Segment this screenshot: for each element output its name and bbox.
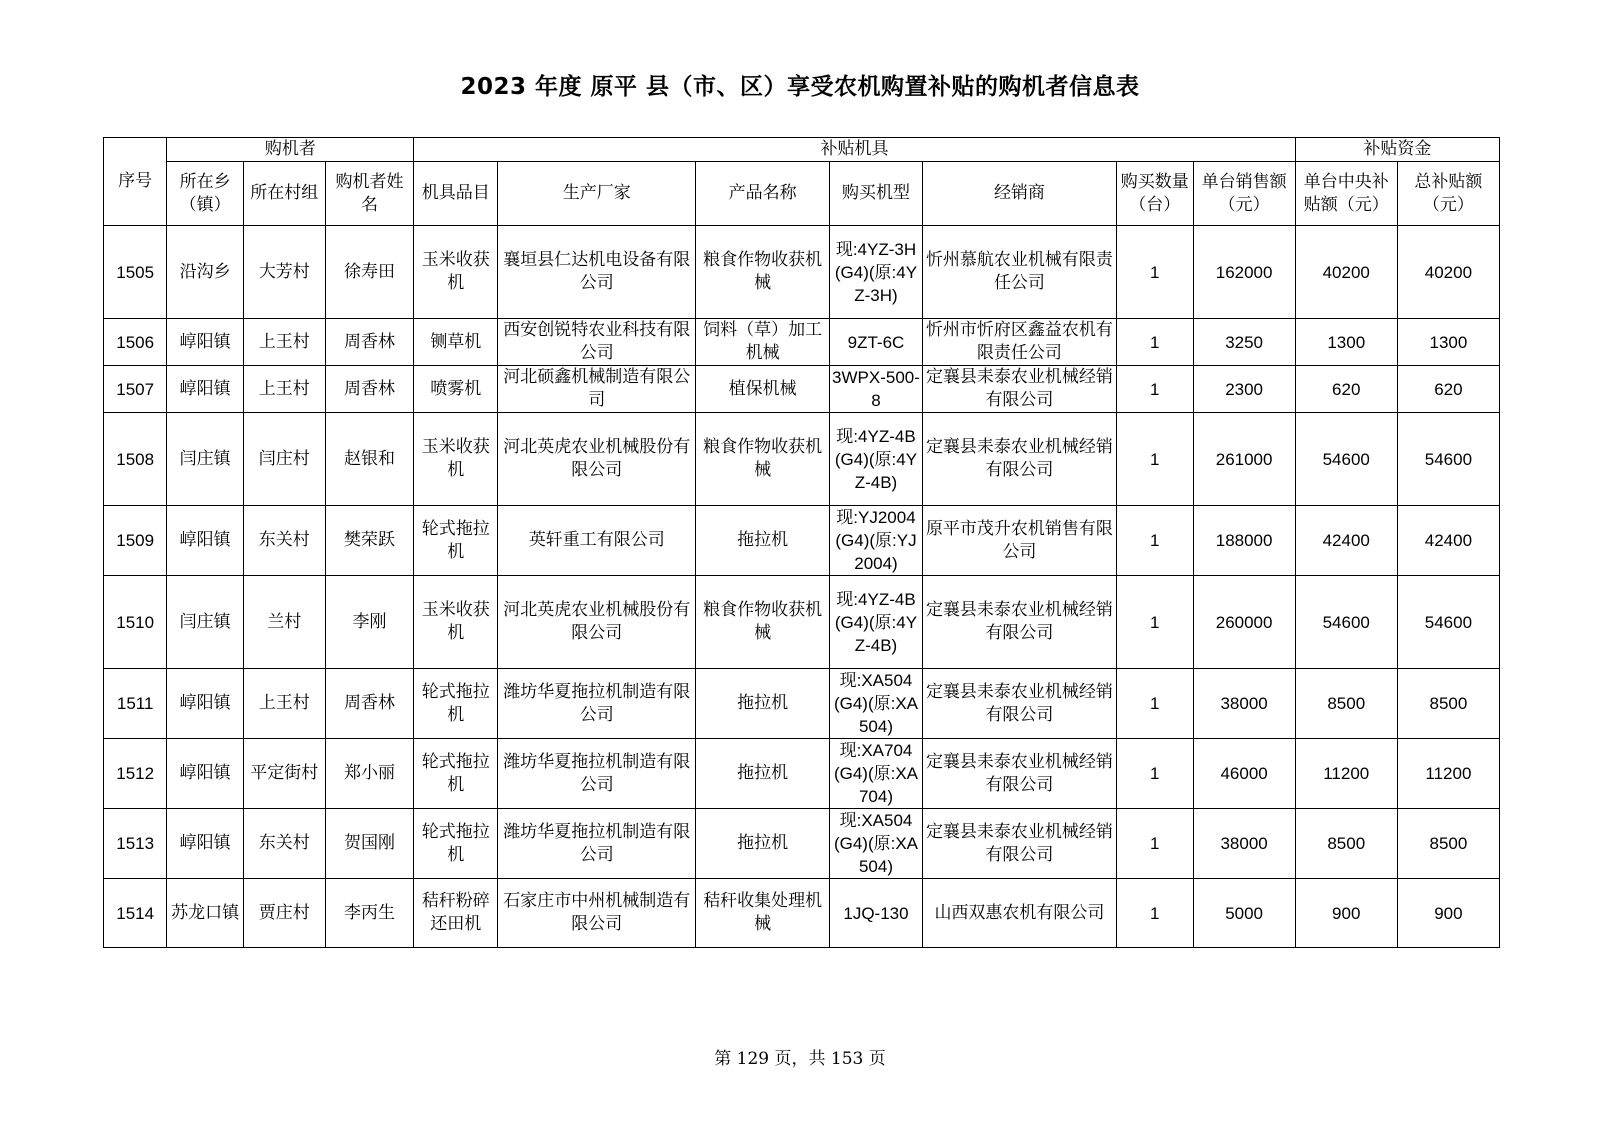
- cell-total: 8500: [1397, 669, 1499, 739]
- cell-seq: 1509: [104, 506, 167, 576]
- cell-dealer: 定襄县耒泰农业机械经销有限公司: [922, 413, 1116, 506]
- cell-product: 拖拉机: [696, 809, 830, 879]
- table-row: [104, 669, 1500, 739]
- cell-total: 900: [1397, 879, 1499, 948]
- cell-central: 54600: [1295, 576, 1397, 669]
- cell-model: 现:YJ2004(G4)(原:YJ2004): [830, 506, 923, 576]
- cell-village: 闫庄村: [243, 413, 325, 506]
- cell-village: 兰村: [243, 576, 325, 669]
- cell-manufacturer: 潍坊华夏拖拉机制造有限公司: [498, 669, 696, 739]
- cell-model: 9ZT-6C: [830, 319, 923, 366]
- cell-qty: 1: [1116, 366, 1193, 413]
- cell-village: 上王村: [243, 366, 325, 413]
- header-category: 机具品目: [414, 162, 498, 226]
- cell-product: 拖拉机: [696, 669, 830, 739]
- cell-manufacturer: 潍坊华夏拖拉机制造有限公司: [498, 739, 696, 809]
- cell-manufacturer: 西安创锐特农业科技有限公司: [498, 319, 696, 366]
- cell-name: 周香林: [325, 669, 414, 739]
- cell-village: 东关村: [243, 809, 325, 879]
- cell-category: 玉米收获机: [414, 576, 498, 669]
- header-manufacturer: 生产厂家: [498, 162, 696, 226]
- cell-qty: 1: [1116, 319, 1193, 366]
- cell-model: 1JQ-130: [830, 879, 923, 948]
- header-name: 购机者姓名: [325, 162, 414, 226]
- cell-dealer: 定襄县耒泰农业机械经销有限公司: [922, 809, 1116, 879]
- cell-dealer: 定襄县耒泰农业机械经销有限公司: [922, 739, 1116, 809]
- header-group-fund: 补贴资金: [1295, 138, 1499, 162]
- cell-category: 喷雾机: [414, 366, 498, 413]
- cell-price: 38000: [1193, 809, 1295, 879]
- cell-price: 3250: [1193, 319, 1295, 366]
- header-town: 所在乡（镇）: [167, 162, 244, 226]
- table-row: [104, 879, 1500, 948]
- cell-model: 现:XA504(G4)(原:XA504): [830, 669, 923, 739]
- cell-product: 拖拉机: [696, 739, 830, 809]
- cell-central: 620: [1295, 366, 1397, 413]
- header-model: 购买机型: [830, 162, 923, 226]
- cell-seq: 1505: [104, 226, 167, 319]
- cell-village: 上王村: [243, 319, 325, 366]
- cell-qty: 1: [1116, 413, 1193, 506]
- cell-price: 38000: [1193, 669, 1295, 739]
- cell-model: 现:4YZ-3H(G4)(原:4YZ-3H): [830, 226, 923, 319]
- header-seq: 序号: [104, 138, 167, 226]
- cell-qty: 1: [1116, 669, 1193, 739]
- cell-central: 54600: [1295, 413, 1397, 506]
- cell-model: 3WPX-500-8: [830, 366, 923, 413]
- cell-central: 8500: [1295, 669, 1397, 739]
- cell-seq: 1511: [104, 669, 167, 739]
- cell-town: 崞阳镇: [167, 506, 244, 576]
- header-qty: 购买数量（台）: [1116, 162, 1193, 226]
- cell-category: 轮式拖拉机: [414, 669, 498, 739]
- cell-central: 40200: [1295, 226, 1397, 319]
- cell-price: 188000: [1193, 506, 1295, 576]
- cell-qty: 1: [1116, 739, 1193, 809]
- header-central: 单台中央补贴额（元）: [1295, 162, 1397, 226]
- header-group-buyer: 购机者: [167, 138, 414, 162]
- cell-dealer: 定襄县耒泰农业机械经销有限公司: [922, 669, 1116, 739]
- cell-seq: 1506: [104, 319, 167, 366]
- cell-product: 饲料（草）加工机械: [696, 319, 830, 366]
- cell-total: 54600: [1397, 413, 1499, 506]
- cell-qty: 1: [1116, 809, 1193, 879]
- cell-name: 周香林: [325, 319, 414, 366]
- cell-manufacturer: 英轩重工有限公司: [498, 506, 696, 576]
- cell-seq: 1510: [104, 576, 167, 669]
- cell-seq: 1508: [104, 413, 167, 506]
- cell-qty: 1: [1116, 506, 1193, 576]
- cell-model: 现:XA704(G4)(原:XA704): [830, 739, 923, 809]
- cell-category: 秸秆粉碎还田机: [414, 879, 498, 948]
- cell-qty: 1: [1116, 226, 1193, 319]
- cell-category: 轮式拖拉机: [414, 506, 498, 576]
- header-village: 所在村组: [243, 162, 325, 226]
- cell-name: 赵银和: [325, 413, 414, 506]
- cell-name: 贺国刚: [325, 809, 414, 879]
- header-total: 总补贴额（元）: [1397, 162, 1499, 226]
- cell-village: 贾庄村: [243, 879, 325, 948]
- cell-category: 轮式拖拉机: [414, 739, 498, 809]
- cell-dealer: 忻州市忻府区鑫益农机有限责任公司: [922, 319, 1116, 366]
- cell-town: 闫庄镇: [167, 576, 244, 669]
- cell-total: 1300: [1397, 319, 1499, 366]
- cell-category: 铡草机: [414, 319, 498, 366]
- cell-manufacturer: 石家庄市中州机械制造有限公司: [498, 879, 696, 948]
- cell-town: 苏龙口镇: [167, 879, 244, 948]
- cell-town: 崞阳镇: [167, 809, 244, 879]
- cell-model: 现:XA504(G4)(原:XA504): [830, 809, 923, 879]
- cell-category: 轮式拖拉机: [414, 809, 498, 879]
- cell-town: 崞阳镇: [167, 366, 244, 413]
- table-row: [104, 809, 1500, 879]
- cell-price: 162000: [1193, 226, 1295, 319]
- cell-town: 沿沟乡: [167, 226, 244, 319]
- cell-manufacturer: 河北英虎农业机械股份有限公司: [498, 576, 696, 669]
- cell-village: 大芳村: [243, 226, 325, 319]
- cell-village: 东关村: [243, 506, 325, 576]
- header-product: 产品名称: [696, 162, 830, 226]
- cell-model: 现:4YZ-4B(G4)(原:4YZ-4B): [830, 576, 923, 669]
- header-group-machine: 补贴机具: [414, 138, 1295, 162]
- cell-total: 11200: [1397, 739, 1499, 809]
- cell-category: 玉米收获机: [414, 413, 498, 506]
- cell-total: 54600: [1397, 576, 1499, 669]
- cell-dealer: 山西双惠农机有限公司: [922, 879, 1116, 948]
- cell-total: 42400: [1397, 506, 1499, 576]
- cell-town: 崞阳镇: [167, 739, 244, 809]
- table-row: [104, 226, 1500, 319]
- cell-product: 粮食作物收获机械: [696, 413, 830, 506]
- cell-central: 900: [1295, 879, 1397, 948]
- cell-village: 平定街村: [243, 739, 325, 809]
- cell-manufacturer: 襄垣县仁达机电设备有限公司: [498, 226, 696, 319]
- cell-name: 樊荣跃: [325, 506, 414, 576]
- cell-dealer: 原平市茂升农机销售有限公司: [922, 506, 1116, 576]
- cell-seq: 1513: [104, 809, 167, 879]
- cell-product: 拖拉机: [696, 506, 830, 576]
- cell-total: 40200: [1397, 226, 1499, 319]
- cell-town: 崞阳镇: [167, 319, 244, 366]
- cell-price: 2300: [1193, 366, 1295, 413]
- cell-total: 8500: [1397, 809, 1499, 879]
- cell-category: 玉米收获机: [414, 226, 498, 319]
- cell-name: 李刚: [325, 576, 414, 669]
- cell-product: 粮食作物收获机械: [696, 226, 830, 319]
- header-price: 单台销售额（元）: [1193, 162, 1295, 226]
- cell-manufacturer: 河北硕鑫机械制造有限公司: [498, 366, 696, 413]
- cell-qty: 1: [1116, 879, 1193, 948]
- subsidy-table: [103, 137, 1500, 948]
- table-row: [104, 576, 1500, 669]
- cell-dealer: 定襄县耒泰农业机械经销有限公司: [922, 366, 1116, 413]
- cell-central: 1300: [1295, 319, 1397, 366]
- table-row: [104, 506, 1500, 576]
- cell-price: 5000: [1193, 879, 1295, 948]
- cell-product: 植保机械: [696, 366, 830, 413]
- header-dealer: 经销商: [922, 162, 1116, 226]
- table-row: [104, 319, 1500, 366]
- cell-manufacturer: 河北英虎农业机械股份有限公司: [498, 413, 696, 506]
- cell-village: 上王村: [243, 669, 325, 739]
- cell-town: 崞阳镇: [167, 669, 244, 739]
- cell-central: 42400: [1295, 506, 1397, 576]
- cell-price: 261000: [1193, 413, 1295, 506]
- cell-total: 620: [1397, 366, 1499, 413]
- cell-seq: 1514: [104, 879, 167, 948]
- cell-model: 现:4YZ-4B(G4)(原:4YZ-4B): [830, 413, 923, 506]
- cell-price: 46000: [1193, 739, 1295, 809]
- cell-name: 周香林: [325, 366, 414, 413]
- page-title: 2023 年度 原平 县（市、区）享受农机购置补贴的购机者信息表: [460, 74, 1140, 100]
- cell-central: 8500: [1295, 809, 1397, 879]
- cell-town: 闫庄镇: [167, 413, 244, 506]
- cell-name: 徐寿田: [325, 226, 414, 319]
- table-row: [104, 739, 1500, 809]
- cell-manufacturer: 潍坊华夏拖拉机制造有限公司: [498, 809, 696, 879]
- cell-dealer: 定襄县耒泰农业机械经销有限公司: [922, 576, 1116, 669]
- cell-seq: 1512: [104, 739, 167, 809]
- page-footer: 第 129 页，共 153 页: [714, 1049, 886, 1069]
- cell-qty: 1: [1116, 576, 1193, 669]
- cell-price: 260000: [1193, 576, 1295, 669]
- cell-name: 郑小丽: [325, 739, 414, 809]
- cell-seq: 1507: [104, 366, 167, 413]
- cell-central: 11200: [1295, 739, 1397, 809]
- cell-dealer: 忻州慕航农业机械有限责任公司: [922, 226, 1116, 319]
- cell-name: 李丙生: [325, 879, 414, 948]
- cell-product: 秸秆收集处理机械: [696, 879, 830, 948]
- table-row: [104, 366, 1500, 413]
- table-row: [104, 413, 1500, 506]
- cell-product: 粮食作物收获机械: [696, 576, 830, 669]
